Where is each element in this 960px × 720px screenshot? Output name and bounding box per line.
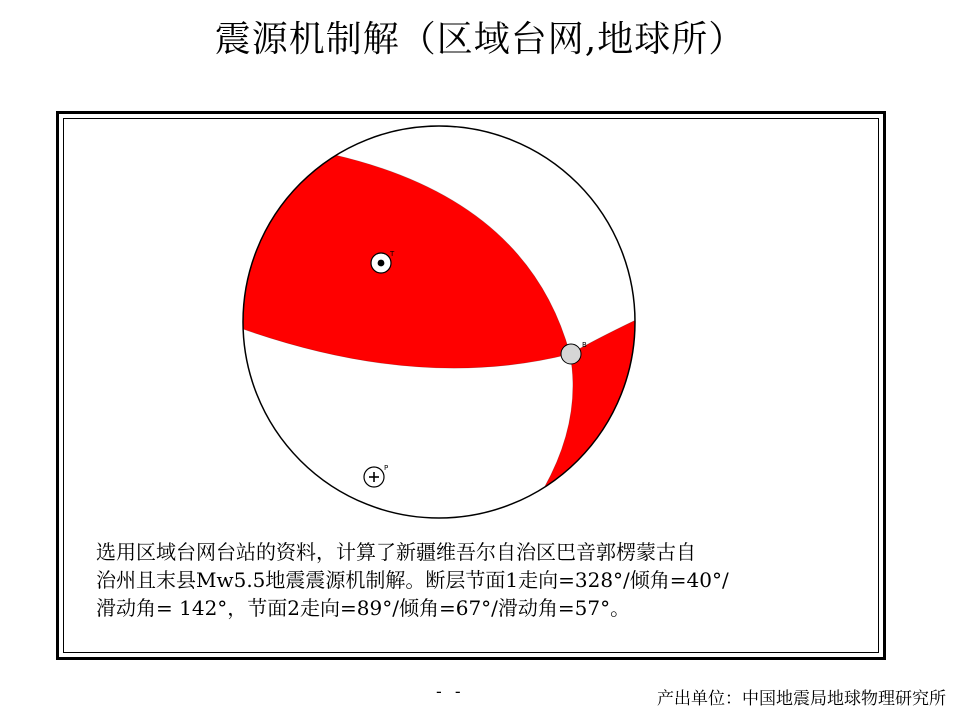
p-axis-label: P xyxy=(384,464,389,472)
mechanism-caption xyxy=(96,538,856,622)
caption-line-1: 选用区域台网台站的资料，计算了新疆维吾尔自治区巴音郭楞蒙古自 xyxy=(96,540,696,564)
page-title: 震源机制解（区域台网,地球所） xyxy=(214,19,746,60)
caption-line-2: 治州且末县Mw5.5地震震源机制解。断层节面1走向=328°/倾角=40°/ xyxy=(96,568,729,592)
b-axis-label: B xyxy=(582,341,587,349)
producer-credit: 产出单位：中国地震局地球物理研究所 xyxy=(657,689,946,709)
t-axis-label: T xyxy=(390,250,395,258)
page-number: - - xyxy=(436,682,465,701)
caption-line-3: 滑动角= 142°，节面2走向=89°/倾角=67°/滑动角=57°。 xyxy=(96,596,631,620)
